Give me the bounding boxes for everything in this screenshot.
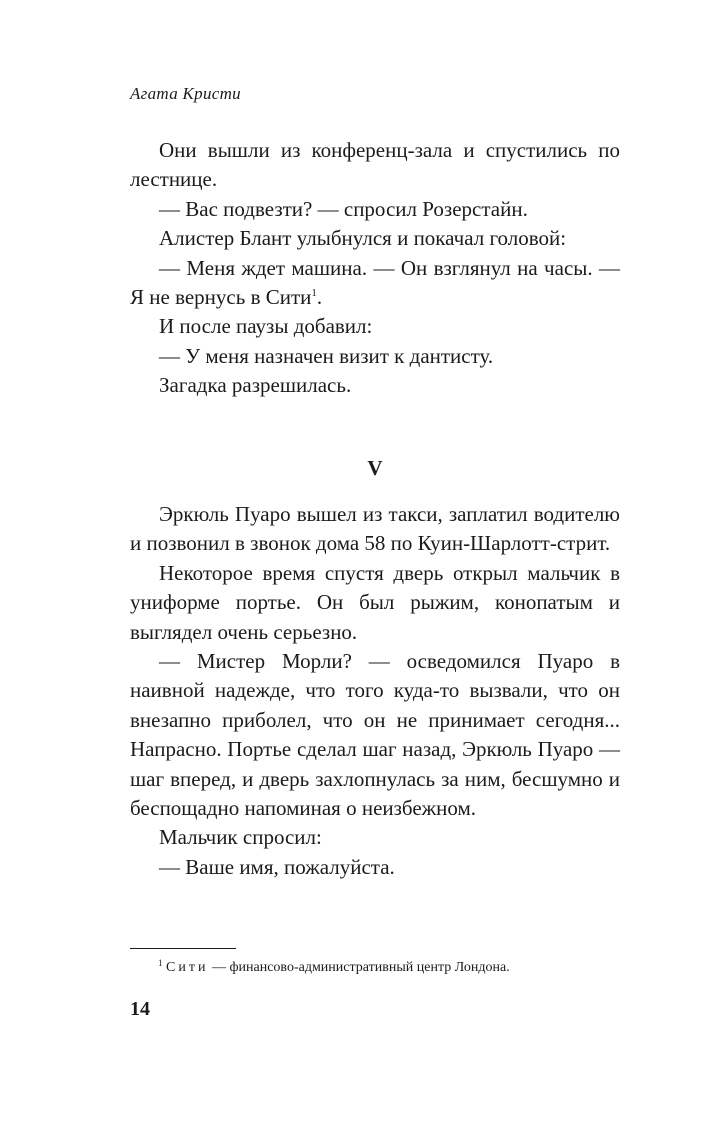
paragraph: — У меня назначен визит к дантисту. bbox=[159, 343, 494, 368]
footnote bbox=[158, 958, 510, 978]
paragraph-with-footnote: — Меня ждет машина. — Он взглянул на часы. — Я не вернусь в Сити$^1$. bbox=[130, 255, 620, 310]
footnote-term: Сити bbox=[166, 960, 209, 975]
paragraph: — Мистер Морли? — осведомился Пуаро в наивной надежде, что того куда-то вызвали, что он внезапно приболел, что он не принимает сегодня... Напрасно. Портье сделал шаг назад, Эркюль Пуаро — шаг вперед, и дверь захлопнулась за ним, бесшумно и беспощадно напоминая о неизбежном. bbox=[130, 649, 620, 821]
text-block-before-section bbox=[130, 136, 620, 401]
paragraph: Они вышли из конференц-зала и спустились по лестнице. bbox=[130, 138, 620, 192]
text-block-after-section bbox=[130, 500, 620, 882]
footnote-divider bbox=[130, 948, 236, 949]
paragraph: Эркюль Пуаро вышел из такси, заплатил водителю и позвонил в звонок дома 58 по Куин-Шарлотт-стрит. bbox=[130, 502, 620, 556]
section-heading: V bbox=[367, 456, 383, 480]
paragraph: Мальчик спросил: bbox=[159, 825, 322, 850]
footnote-number: 1 bbox=[158, 958, 163, 968]
running-head: Агата Кристи bbox=[130, 84, 241, 103]
footnote-text: — финансово-административный центр Лондона. bbox=[208, 960, 510, 975]
footnote-reference: 1 bbox=[311, 287, 317, 300]
paragraph: — Вас подвезти? — спросил Розерстайн. bbox=[159, 196, 528, 221]
paragraph: Некоторое время спустя дверь открыл мальчик в униформе портье. Он был рыжим, конопатым и выглядел очень серьезно. bbox=[130, 560, 620, 644]
paragraph: Загадка разрешилась. bbox=[159, 373, 352, 398]
page-number: 14 bbox=[130, 998, 150, 1020]
paragraph: И после паузы добавил: bbox=[159, 314, 373, 339]
paragraph: — Ваше имя, пожалуйста. bbox=[159, 854, 395, 879]
paragraph-text: — Меня ждет машина. — Он взглянул на часы. — Я не вернусь в Сити bbox=[130, 255, 620, 310]
paragraph: Алистер Блант улыбнулся и покачал головой: bbox=[159, 226, 567, 251]
